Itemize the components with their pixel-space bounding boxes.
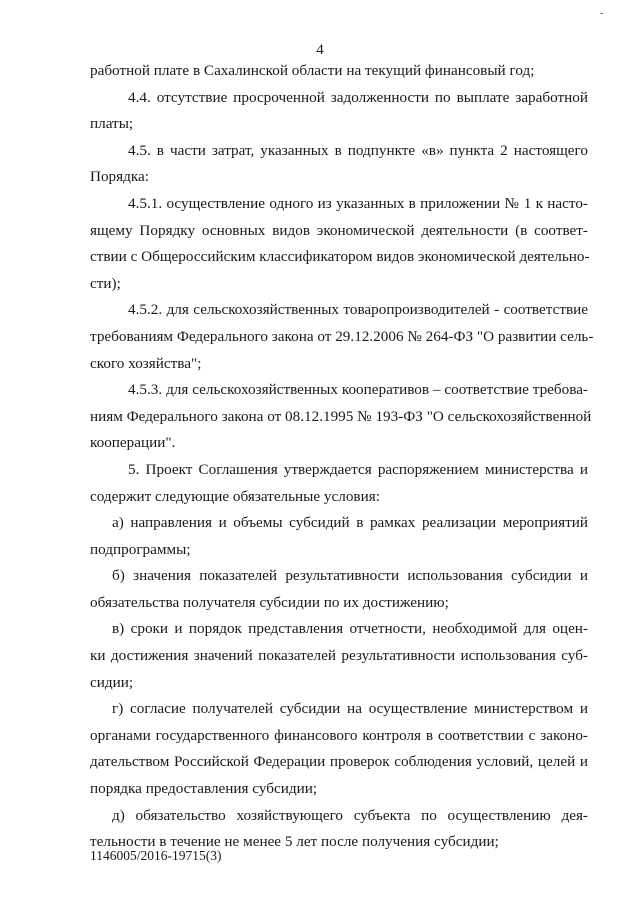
text-line: 4.5.1. осуществление одного из указанных в приложении № 1 к насто- bbox=[128, 194, 588, 212]
text-line: б) значения показателей результативности использования субсидии и bbox=[112, 567, 588, 585]
text-line: ки достижения значений показателей результативности использования суб- bbox=[90, 647, 588, 665]
text-line: 5. Проект Соглашения утверждается распоряжением министерства и bbox=[128, 460, 588, 478]
text-line: требованиям Федерального закона от 29.12.2006 № 264-ФЗ "О развитии сель- bbox=[90, 327, 594, 345]
text-line: а) направления и объемы субсидий в рамках реализации мероприятий bbox=[112, 514, 588, 532]
document-footer-code: 1146005/2016-19715(3) bbox=[90, 848, 222, 863]
text-line: Порядка: bbox=[90, 168, 149, 186]
document-body bbox=[90, 58, 594, 856]
text-line: дательством Российской Федерации проверок соблюдения условий, целей и bbox=[90, 753, 588, 771]
text-line: ского хозяйства"; bbox=[90, 354, 202, 372]
text-line: работной плате в Сахалинской области на текущий финансовый год; bbox=[90, 62, 535, 79]
text-line: тельности в течение не менее 5 лет после получения субсидии; bbox=[90, 833, 499, 851]
scan-mark: - bbox=[600, 8, 604, 19]
text-line: д) обязательство хозяйствующего субъекта по осуществлению дея- bbox=[112, 806, 588, 824]
text-line: кооперации". bbox=[90, 434, 176, 452]
text-line: платы; bbox=[90, 115, 134, 133]
text-line: ящему Порядку основных видов экономической деятельности (в соответ- bbox=[90, 221, 588, 239]
text-line: сидии; bbox=[90, 673, 134, 691]
text-line: в) сроки и порядок представления отчетности, необходимой для оцен- bbox=[112, 620, 588, 638]
text-line: 4.5. в части затрат, указанных в подпункте «в» пункта 2 настоящего bbox=[128, 141, 588, 159]
text-line: сти); bbox=[90, 274, 121, 292]
text-line: органами государственного финансового контроля в соответствии с законо- bbox=[90, 726, 588, 744]
text-line: ниям Федерального закона от 08.12.1995 № 193-ФЗ "О сельскохозяйственной bbox=[90, 407, 592, 425]
text-line: 4.5.3. для сельскохозяйственных кооперативов – соответствие требова- bbox=[128, 381, 588, 399]
text-line: обязательства получателя субсидии по их достижению; bbox=[90, 593, 449, 611]
text-line: порядка предоставления субсидии; bbox=[90, 780, 318, 798]
text-line: содержит следующие обязательные условия: bbox=[90, 487, 380, 505]
text-line: подпрограммы; bbox=[90, 540, 191, 558]
page-number: 4 bbox=[316, 42, 324, 58]
text-line: 4.4. отсутствие просроченной задолженности по выплате заработной bbox=[128, 88, 588, 106]
text-line: ствии с Общероссийским классификатором видов экономической деятельно- bbox=[90, 248, 590, 266]
text-line: г) согласие получателей субсидии на осуществление министерством и bbox=[112, 700, 588, 718]
text-line: 4.5.2. для сельскохозяйственных товаропроизводителей - соответствие bbox=[128, 301, 588, 319]
